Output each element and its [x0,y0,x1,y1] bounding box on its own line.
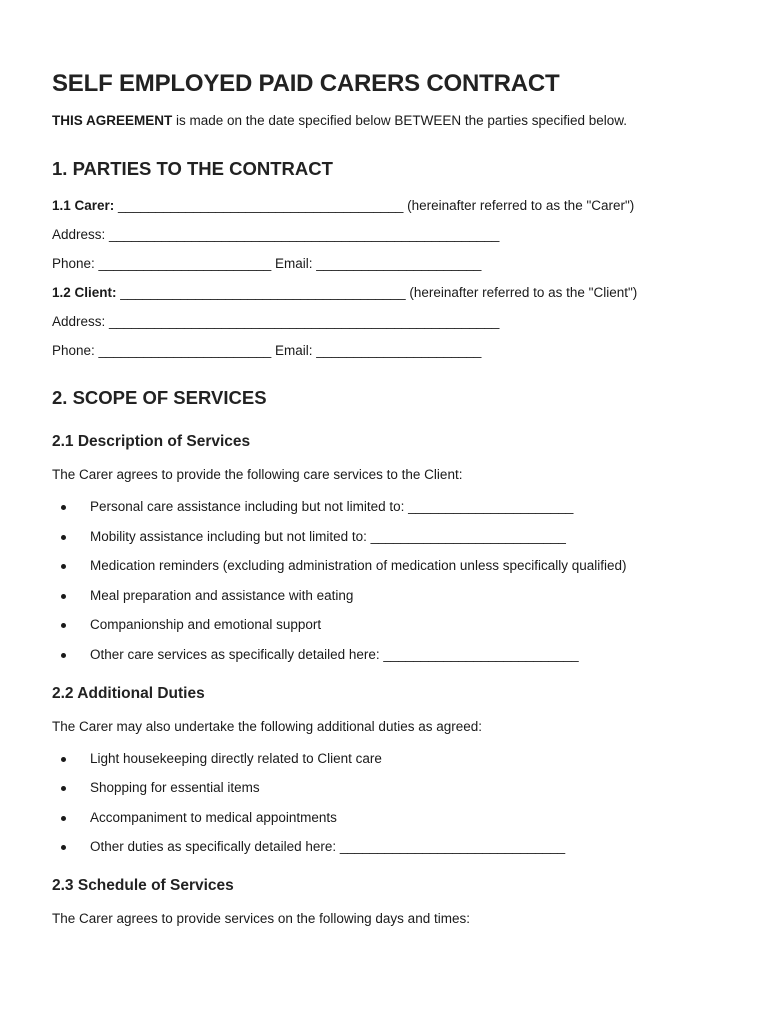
subsection-2-3-heading: 2.3 Schedule of Services [52,877,234,894]
intro-text: is made on the date specified below BETWEEN the parties specified below. [172,113,628,128]
carer-label: 1.1 Carer: [52,198,115,213]
carer-line [52,196,730,216]
services-list [52,497,730,665]
carer-address: Address: ____________________________________________________ [52,227,500,242]
carer-contact: Phone: _______________________ Email: ______________________ [52,256,482,271]
list-item: Mobility assistance including but not limited to: __________________________ [52,527,730,547]
bullet-icon [61,816,66,821]
list-item: Other duties as specifically detailed here: ______________________________ [52,837,730,857]
duties-list [52,749,730,858]
client-address: Address: ____________________________________________________ [52,314,500,329]
document-title: SELF EMPLOYED PAID CARERS CONTRACT [52,70,560,97]
list-item: Personal care assistance including but not limited to: ______________________ [52,497,730,517]
client-text: ______________________________________ (hereinafter referred to as the "Client") [116,285,638,300]
list-item: Accompaniment to medical appointments [52,808,730,828]
client-line [52,283,730,303]
bullet-icon [61,564,66,569]
subsection-2-1-lead: The Carer agrees to provide the following care services to the Client: [52,467,463,482]
list-item: Other care services as specifically detailed here: __________________________ [52,645,730,665]
subsection-2-3-lead: The Carer agrees to provide services on the following days and times: [52,911,470,926]
list-item: Medication reminders (excluding administration of medication unless specifically qualified) [52,556,730,576]
list-item: Light housekeeping directly related to Client care [52,749,730,769]
client-contact: Phone: _______________________ Email: ______________________ [52,343,482,358]
bullet-icon [61,505,66,510]
bullet-icon [61,594,66,599]
section-2-heading: 2. SCOPE OF SERVICES [52,387,267,408]
subsection-2-1-heading: 2.1 Description of Services [52,433,251,450]
subsection-2-2-lead: The Carer may also undertake the following additional duties as agreed: [52,718,483,734]
list-item: Meal preparation and assistance with eating [52,586,730,606]
bullet-icon [61,757,66,762]
intro-bold: THIS AGREEMENT [52,113,173,128]
bullet-icon [61,786,66,791]
bullet-icon [61,653,66,658]
bullet-icon [61,623,66,628]
section-1-heading: 1. PARTIES TO THE CONTRACT [52,158,333,179]
list-item: Companionship and emotional support [52,615,730,635]
client-label: 1.2 Client: [52,285,117,300]
intro-paragraph [52,112,730,130]
bullet-icon [61,845,66,850]
carer-text: ______________________________________ (hereinafter referred to as the "Carer") [114,198,635,213]
subsection-2-2-heading: 2.2 Additional Duties [52,684,205,702]
bullet-icon [61,535,66,540]
list-item: Shopping for essential items [52,778,730,798]
